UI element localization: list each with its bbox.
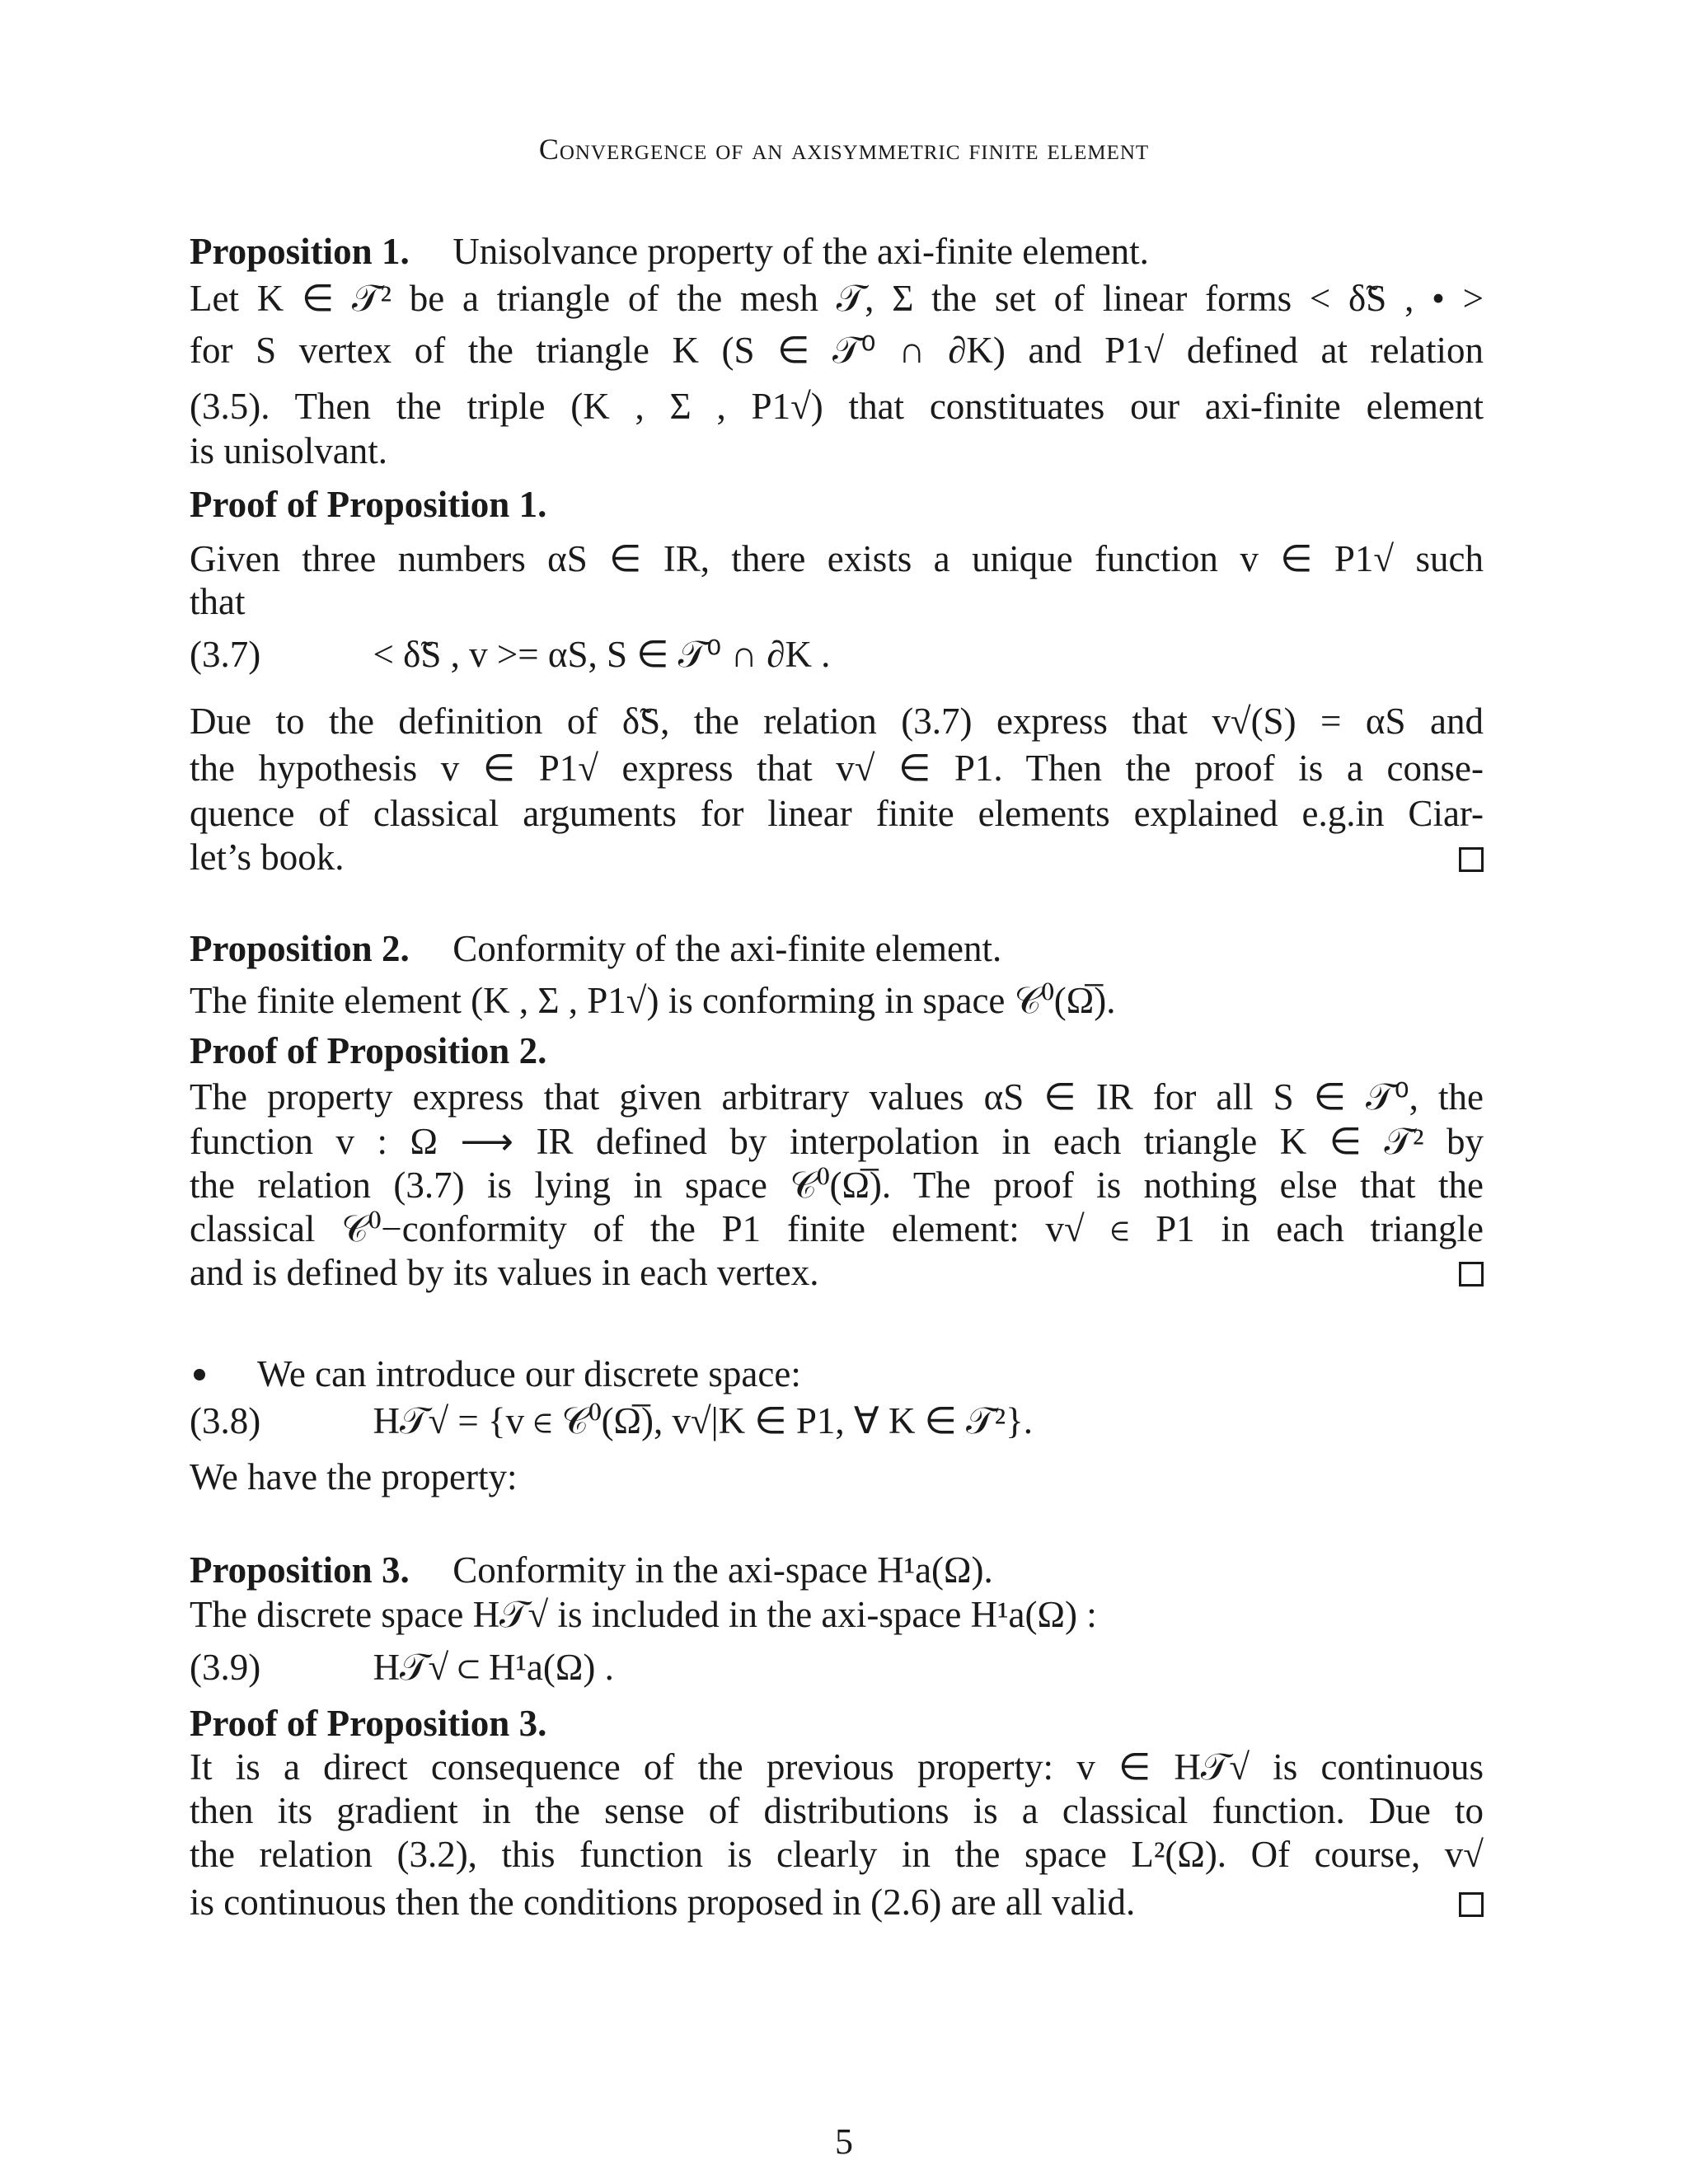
proof1-line-4: the hypothesis v ∈ P1√ express that v√ ∈ P1. Then the proof is a conse- <box>190 748 1484 789</box>
prop3-line: The discrete space H𝒯√ is included in the axi-space H¹a(Ω) : <box>190 1594 1097 1635</box>
equation-3-9 <box>190 1645 1484 1690</box>
proof1-line-2: that <box>190 581 246 622</box>
prop2-heading: Proposition 2. <box>190 928 410 969</box>
proof3-line-3: the relation (3.2), this function is clearly in the space L²(Ω). Of course, v√ <box>190 1834 1484 1875</box>
prop1-heading-line <box>190 229 1484 274</box>
eq-number-3-9: (3.9) <box>190 1647 261 1688</box>
equation-3-7 <box>190 632 1484 677</box>
prop1-line-3: (3.5). Then the triple (K , Σ , P1√) that constituates our axi-finite element <box>190 386 1484 427</box>
proof3-line-4: is continuous then the conditions proposed in (2.6) are all valid. <box>190 1882 1136 1923</box>
proof2-heading: Proof of Proposition 2. <box>190 1030 547 1071</box>
eq-number-3-8: (3.8) <box>190 1400 261 1441</box>
proof2-line-2: function v : Ω ⟶ IR defined by interpolation in each triangle K ∈ 𝒯² by <box>190 1121 1484 1162</box>
proof1-heading: Proof of Proposition 1. <box>190 484 547 525</box>
prop1-line-2: for S vertex of the triangle K (S ∈ 𝒯⁰ ∩ ∂K) and P1√ defined at relation <box>190 330 1484 371</box>
prop3-heading-line <box>190 1548 1484 1592</box>
proof2-line-5: and is defined by its values in each vertex. <box>190 1252 819 1293</box>
prop1-line-1: Let K ∈ 𝒯² be a triangle of the mesh 𝒯, Σ the set of linear forms < δ̃S , • > <box>190 278 1484 319</box>
running-head: Convergence of an axisymmetric finite element <box>538 133 1150 166</box>
eq-number-3-7: (3.7) <box>190 634 261 675</box>
eq-body-3-9: H𝒯√ ⊂ H¹a(Ω) . <box>373 1647 614 1688</box>
qed-square-icon <box>1459 847 1484 872</box>
proof3-heading: Proof of Proposition 3. <box>190 1703 547 1744</box>
prop3-title: Conformity in the axi-space H¹a(Ω). <box>452 1549 993 1591</box>
proof1-line-6: let’s book. <box>190 837 345 878</box>
eq-body-3-7: < δ̃S , v >= αS, S ∈ 𝒯⁰ ∩ ∂K . <box>373 634 831 675</box>
prop1-line-4: is unisolvant. <box>190 430 388 471</box>
proof2-line-4: classical 𝒞⁰−conformity of the P1 finite element: v√ ∈ P1 in each triangle <box>190 1208 1484 1249</box>
equation-3-8 <box>190 1399 1484 1443</box>
bullet-icon <box>194 1369 205 1380</box>
prop2-heading-line <box>190 926 1484 971</box>
prop3-heading: Proposition 3. <box>190 1549 410 1591</box>
page-number: 5 <box>835 2121 853 2162</box>
bullet-after: We have the property: <box>190 1456 518 1497</box>
proof2-line-3: the relation (3.7) is lying in space 𝒞⁰(Ω̅). The proof is nothing else that the <box>190 1165 1484 1206</box>
proof1-line-3: Due to the definition of δ̃S, the relation (3.7) express that v√(S) = αS and <box>190 701 1484 742</box>
proof3-line-1: It is a direct consequence of the previous property: v ∈ H𝒯√ is continuous <box>190 1746 1484 1788</box>
proof1-line-1: Given three numbers αS ∈ IR, there exists a unique function v ∈ P1√ such <box>190 538 1484 579</box>
prop2-line: The finite element (K , Σ , P1√) is conforming in space 𝒞⁰(Ω̅). <box>190 980 1116 1021</box>
proof1-line-5: quence of classical arguments for linear finite elements explained e.g.in Ciar- <box>190 793 1484 834</box>
qed-square-icon <box>1459 1892 1484 1917</box>
qed-square-icon <box>1459 1262 1484 1286</box>
prop1-heading: Proposition 1. <box>190 231 410 272</box>
proof2-line-1: The property express that given arbitrary values αS ∈ IR for all S ∈ 𝒯⁰, the <box>190 1076 1484 1118</box>
prop2-title: Conformity of the axi-finite element. <box>452 928 1002 969</box>
bullet-text: We can introduce our discrete space: <box>257 1353 801 1394</box>
prop1-title: Unisolvance property of the axi-finite element. <box>452 231 1149 272</box>
proof3-line-2: then its gradient in the sense of distributions is a classical function. Due to <box>190 1790 1484 1831</box>
eq-body-3-8: H𝒯√ = {v ∈ 𝒞⁰(Ω̅), v√|K ∈ P1, ∀ K ∈ 𝒯²}. <box>373 1400 1033 1441</box>
